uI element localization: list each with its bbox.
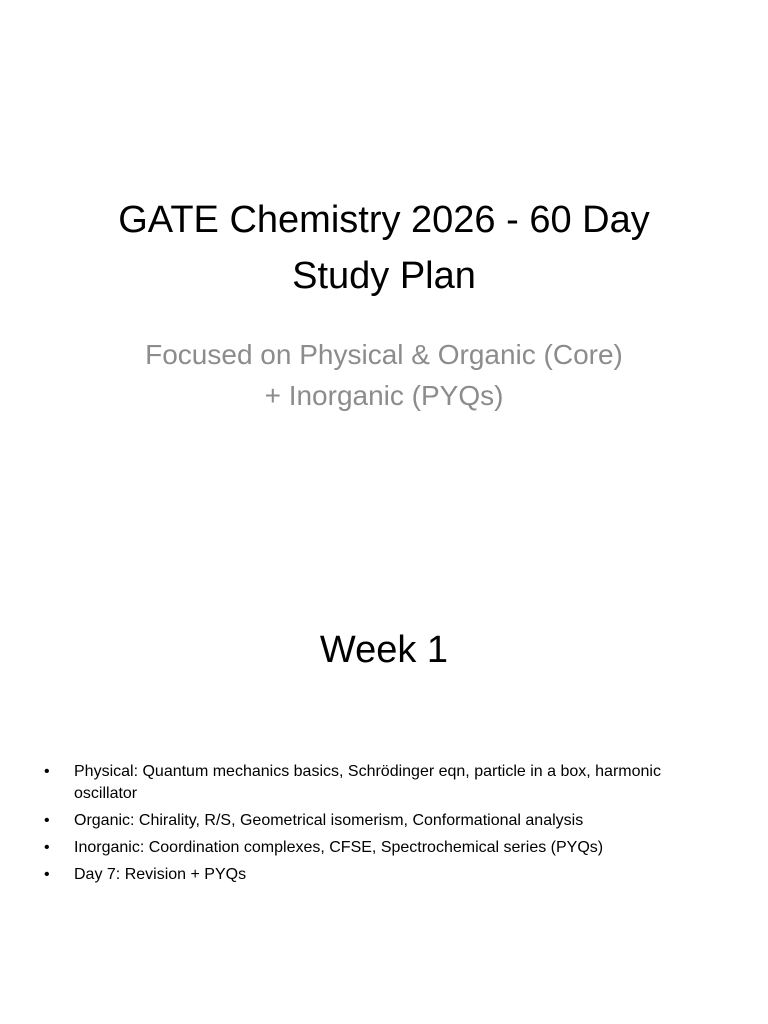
week-1-slide bbox=[0, 512, 768, 1024]
bullet-text: Physical: Quantum mechanics basics, Schrödinger eqn, particle in a box, harmonic oscillator bbox=[74, 763, 661, 802]
bullet-item-organic bbox=[40, 810, 728, 832]
bullet-dot-icon: • bbox=[44, 812, 50, 829]
bullet-item-physical bbox=[40, 761, 728, 805]
bullet-text: Organic: Chirality, R/S, Geometrical isomerism, Conformational analysis bbox=[74, 812, 584, 829]
slide-subtitle-line-1: Focused on Physical & Organic (Core) bbox=[145, 339, 623, 370]
bullet-text: Inorganic: Coordination complexes, CFSE, Spectrochemical series (PYQs) bbox=[74, 839, 604, 856]
slide-title-line-1: GATE Chemistry 2026 - 60 Day bbox=[118, 199, 650, 241]
bullet-text: Day 7: Revision + PYQs bbox=[74, 866, 247, 883]
slide-title bbox=[40, 192, 728, 304]
bullet-item-inorganic bbox=[40, 837, 728, 859]
bullet-dot-icon: • bbox=[44, 839, 50, 856]
week-title: Week 1 bbox=[319, 629, 449, 671]
slide-subtitle bbox=[40, 334, 728, 416]
slide-subtitle-line-2: + Inorganic (PYQs) bbox=[264, 380, 504, 411]
bullet-item-revision bbox=[40, 864, 728, 886]
week-1-bullet-list bbox=[40, 761, 728, 891]
bullet-dot-icon: • bbox=[44, 866, 50, 883]
bullet-dot-icon: • bbox=[44, 763, 50, 780]
slide-title-line-2: Study Plan bbox=[292, 255, 476, 297]
